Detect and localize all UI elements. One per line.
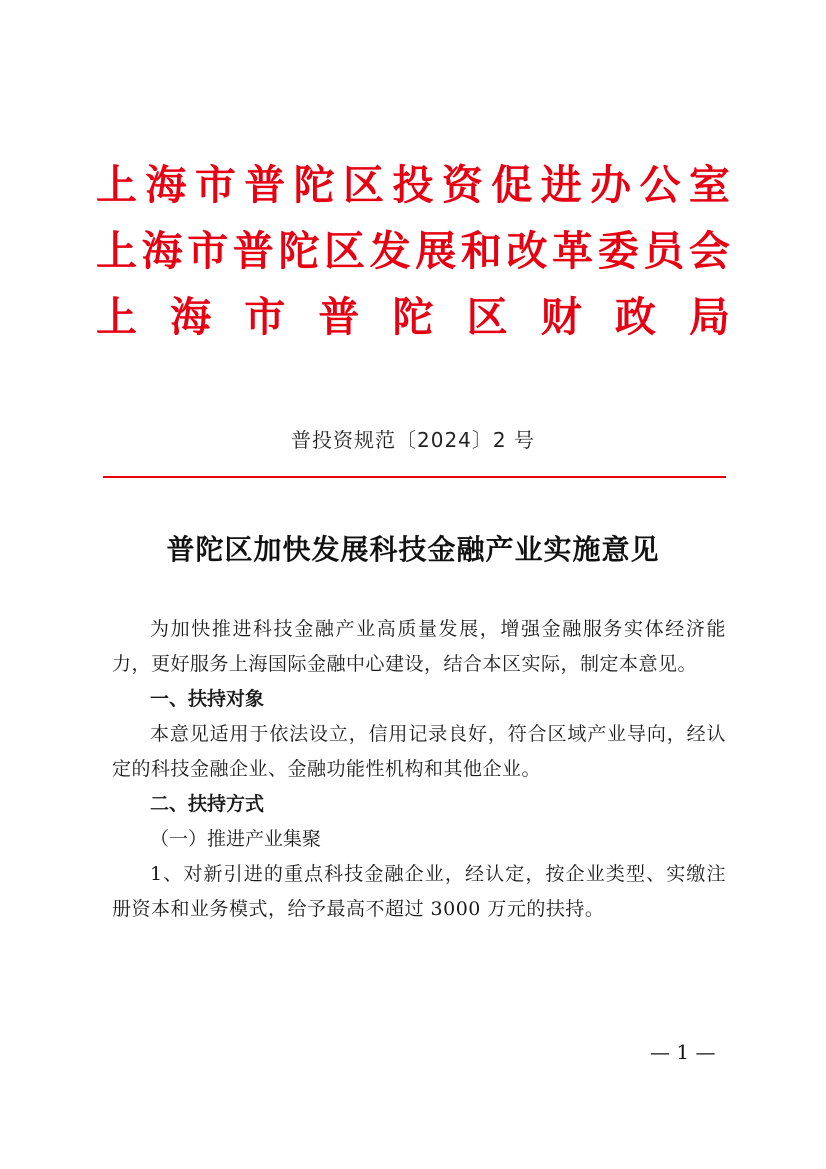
issuer-investment-promotion-office: 上 海 市 普 陀 区 投 资 促 进 办 公 室 — [96, 161, 730, 209]
document-body — [112, 612, 726, 927]
intro-paragraph: 为加快推进科技金融产业高质量发展，增强金融服务实体经济能力，更好服务上海国际金融中心建设，结合本区实际，制定本意见。 — [112, 618, 726, 675]
issuer-finance-bureau: 上 海 市 普 陀 区 财 政 局 — [96, 293, 730, 341]
section-heading-support-targets: 一、扶持对象 — [150, 688, 265, 710]
section-heading-support-methods: 二、扶持方式 — [150, 793, 265, 815]
document-title: 普陀区加快发展科技金融产业实施意见 — [166, 533, 660, 566]
issuer-block — [96, 152, 730, 350]
item-1-paragraph: 1、对新引进的重点科技金融企业，经认定，按企业类型、实缴注册资本和业务模式，给予最高不超过 3000 万元的扶持。 — [112, 863, 726, 920]
subsection-heading-industry-agglomeration: （一）推进产业集聚 — [150, 828, 322, 850]
document-number: 普投资规范〔2024〕2 号 — [291, 428, 535, 452]
page-number: — 1 — — [650, 1040, 716, 1064]
red-separator-line — [103, 476, 726, 478]
support-targets-paragraph: 本意见适用于依法设立，信用记录良好，符合区域产业导向，经认定的科技金融企业、金融功能性机构和其他企业。 — [112, 723, 726, 780]
issuer-development-reform-commission: 上 海 市 普 陀 区 发 展 和 改 革 委 员 会 — [96, 227, 730, 275]
